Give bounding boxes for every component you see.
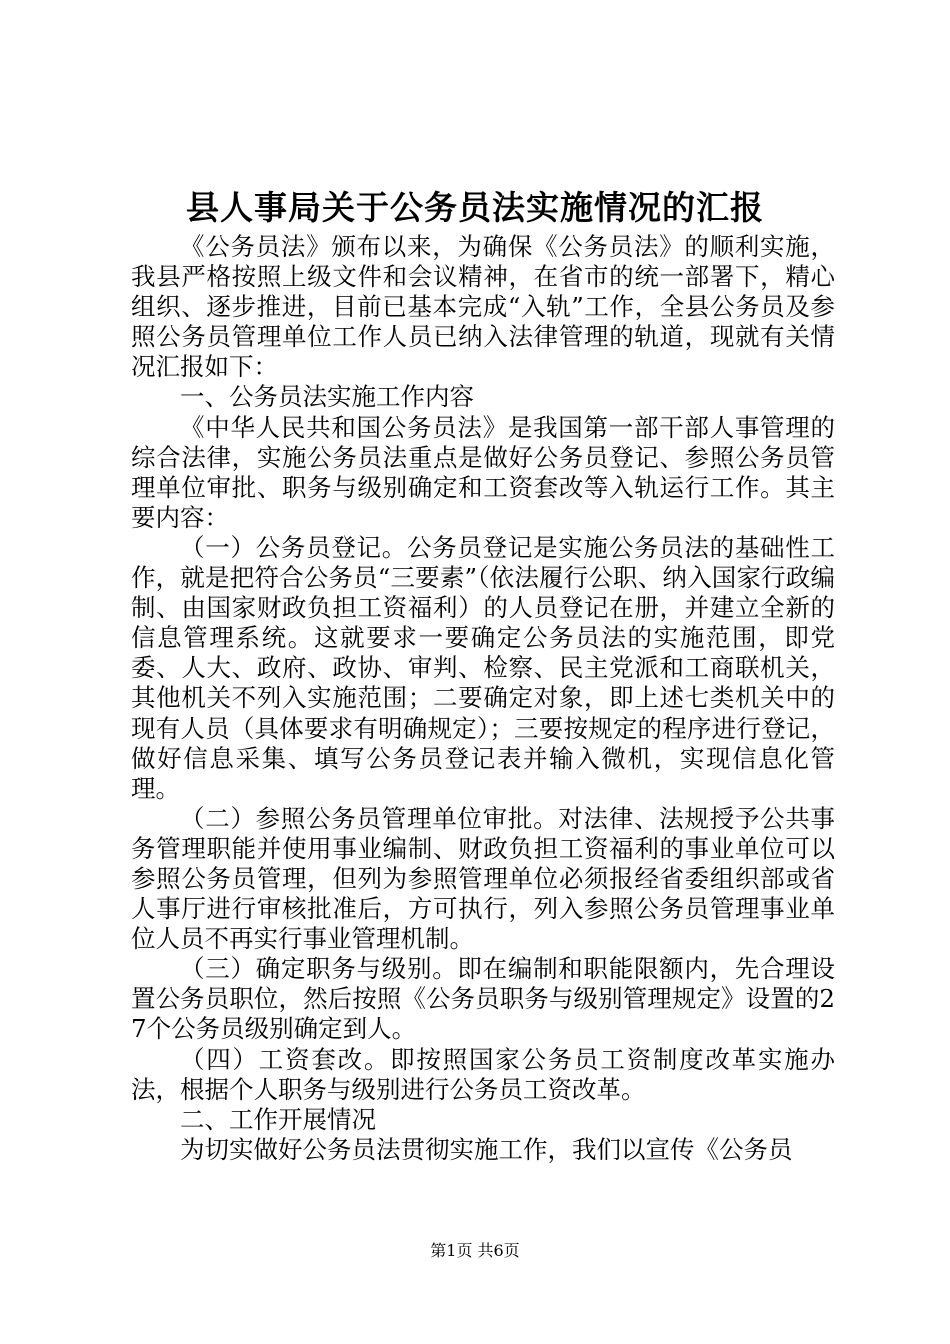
paragraph-intro: 《公务员法》颁布以来，为确保《公务员法》的顺利实施，我县严格按照上级文件和会议精神，在省市的统一部署下，精心组织、逐步推进，目前已基本完成“入轨”工作，全县公务员及参照公务员管理单位工作人员已纳入法律管理的轨道，现就有关情况汇报如下： bbox=[131, 232, 835, 382]
paragraph-law-overview: 《中华人民共和国公务员法》是我国第一部干部人事管理的综合法律，实施公务员法重点是做好公务员登记、参照公务员管理单位审批、职务与级别确定和工资套改等入轨运行工作。其主要内容： bbox=[131, 412, 835, 532]
document-body bbox=[131, 232, 835, 1165]
paragraph-item-2: （二）参照公务员管理单位审批。对法律、法规授予公共事务管理职能并使用事业编制、财政负担工资福利的事业单位可以参照公务员管理，但列为参照管理单位必须报经省委组织部或省人事厅进行审核批准后，方可执行，列入参照公务员管理事业单位人员不再实行事业管理机制。 bbox=[131, 803, 835, 954]
document-title: 县人事局关于公务员法实施情况的汇报 bbox=[186, 188, 764, 227]
paragraph-work-progress: 为切实做好公务员法贯彻实施工作，我们以宣传《公务员 bbox=[180, 1134, 793, 1164]
page-number-footer: 第1页 共6页 bbox=[430, 1241, 520, 1260]
section-heading-2: 二、工作开展情况 bbox=[180, 1104, 376, 1134]
paragraph-item-1: （一）公务员登记。公务员登记是实施公务员法的基础性工作，就是把符合公务员“三要素”（依法履行公职、纳入国家行政编制、由国家财政负担工资福利）的人员登记在册，并建立全新的信息管理系统。这就要求一要确定公务员法的实施范围，即党委、人大、政府、政协、审判、检察、民主党派和工商联机关，其他机关不列入实施范围；二要确定对象，即上述七类机关中的现有人员（具体要求有明确规定）；三要按规定的程序进行登记，做好信息采集、填写公务员登记表并输入微机，实现信息化管理。 bbox=[131, 532, 835, 803]
section-heading-1: 一、公务员法实施工作内容 bbox=[180, 382, 474, 412]
paragraph-item-3: （三）确定职务与级别。即在编制和职能限额内，先合理设置公务员职位，然后按照《公务员职务与级别管理规定》设置的27个公务员级别确定到人。 bbox=[131, 954, 835, 1044]
paragraph-item-4: （四）工资套改。即按照国家公务员工资制度改革实施办法，根据个人职务与级别进行公务员工资改革。 bbox=[131, 1044, 835, 1104]
